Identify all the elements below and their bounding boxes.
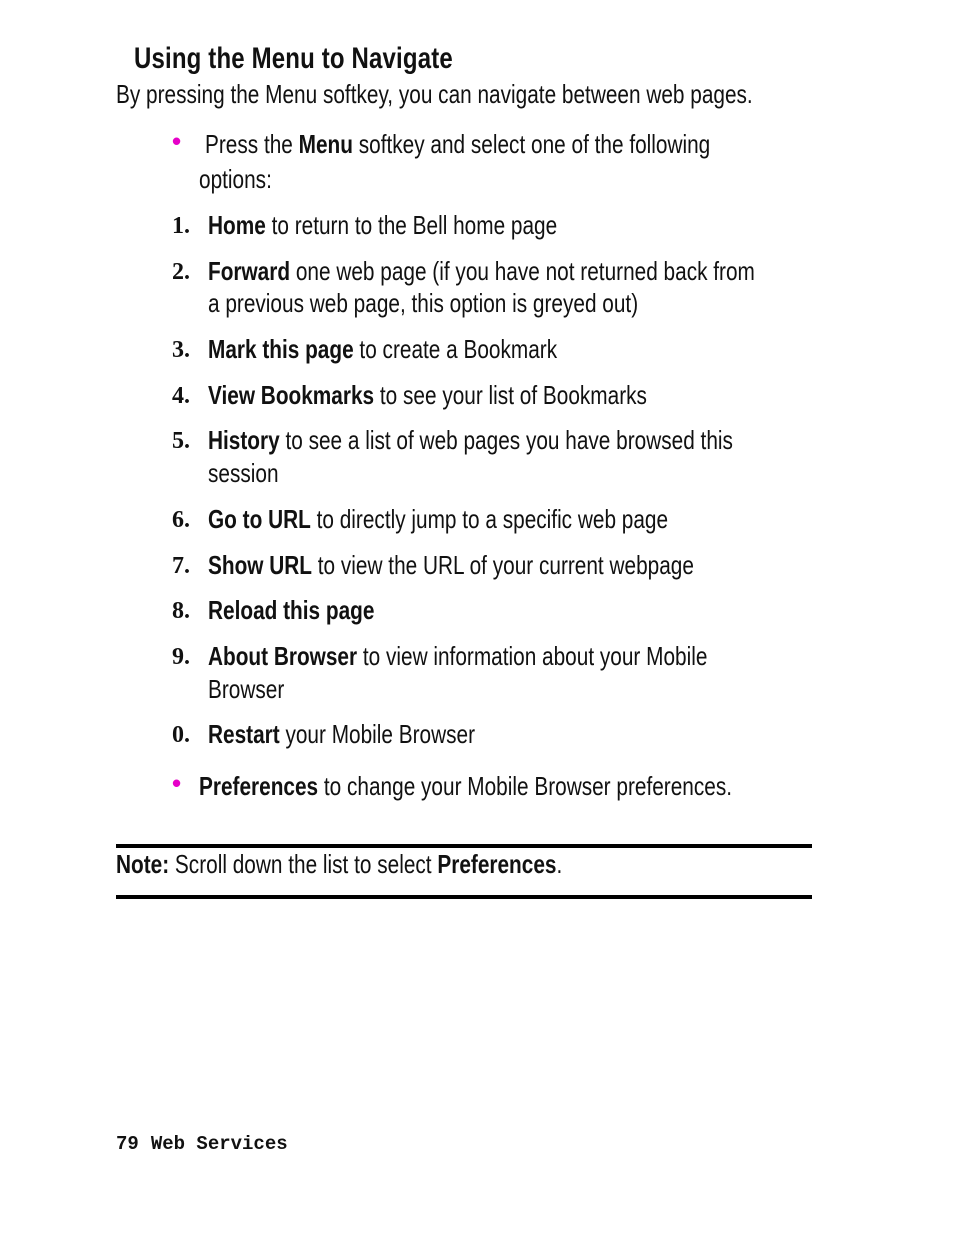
menu-item-desc: to directly jump to a specific web page xyxy=(310,504,669,534)
bullet-1-continuation: options: xyxy=(199,164,272,194)
menu-item-desc: to view information about your Mobile xyxy=(357,641,708,671)
section-heading: Using the Menu to Navigate xyxy=(134,42,453,75)
bullet-2-dot: • xyxy=(172,768,182,798)
menu-item-label: Restart xyxy=(208,719,280,749)
menu-item-label: Go to URL xyxy=(208,504,311,534)
menu-item-label: Show URL xyxy=(208,550,312,580)
menu-item-label: Home xyxy=(208,210,266,240)
intro-paragraph: By pressing the Menu softkey, you can navigate between web pages. xyxy=(116,79,753,109)
menu-item-label: Reload this page xyxy=(208,595,375,625)
page-footer xyxy=(116,1133,288,1155)
menu-item-desc: one web page (if you have not returned back from xyxy=(290,256,755,286)
bullet-1-pre: Press the xyxy=(205,129,299,159)
menu-item-label: View Bookmarks xyxy=(208,380,375,410)
bullet-2-bold: Preferences xyxy=(199,771,319,801)
bullet-1-post: softkey and select one of the following xyxy=(352,129,711,159)
menu-item-desc-cont: Browser xyxy=(208,674,285,704)
menu-item-number: 7. xyxy=(172,553,190,579)
bullet-2-post: to change your Mobile Browser preferences. xyxy=(318,771,733,801)
note-text xyxy=(116,849,674,880)
bullet-1-line xyxy=(205,129,837,160)
bullet-1-dot: • xyxy=(172,126,182,156)
page-number: 79 xyxy=(116,1133,139,1155)
note-bold: Preferences xyxy=(437,849,557,879)
menu-item-number: 5. xyxy=(172,428,190,454)
menu-item-label: Mark this page xyxy=(208,334,354,364)
menu-item-desc: to see a list of web pages you have browsed this xyxy=(279,425,733,455)
menu-item-desc-cont: a previous web page, this option is greyed out) xyxy=(208,288,639,318)
menu-item-number: 0. xyxy=(172,722,190,748)
menu-item-label: History xyxy=(208,425,280,455)
menu-item-number: 4. xyxy=(172,383,190,409)
menu-item-desc-cont: session xyxy=(208,458,279,488)
menu-item-desc: your Mobile Browser xyxy=(279,719,476,749)
note-pre: Scroll down the list to select xyxy=(169,849,438,879)
footer-section-title: Web Services xyxy=(150,1133,288,1155)
menu-item-desc: to see your list of Bookmarks xyxy=(374,380,647,410)
menu-item-label: About Browser xyxy=(208,641,358,671)
menu-item-desc: to create a Bookmark xyxy=(353,334,558,364)
menu-item-label: Forward xyxy=(208,256,291,286)
menu-item-number: 2. xyxy=(172,259,190,285)
menu-item-number: 1. xyxy=(172,213,190,239)
note-top-rule xyxy=(116,844,812,848)
menu-item-number: 3. xyxy=(172,337,190,363)
note-bottom-rule xyxy=(116,895,812,899)
menu-item-desc: to return to the Bell home page xyxy=(265,210,558,240)
bullet-2-line xyxy=(199,771,865,802)
menu-item-number: 6. xyxy=(172,507,190,533)
bullet-1-bold: Menu xyxy=(298,129,353,159)
menu-item-number: 9. xyxy=(172,644,190,670)
note-post: . xyxy=(556,849,563,879)
menu-item-number: 8. xyxy=(172,598,190,624)
note-label: Note: xyxy=(116,849,170,879)
menu-item-desc: to view the URL of your current webpage xyxy=(312,550,694,580)
